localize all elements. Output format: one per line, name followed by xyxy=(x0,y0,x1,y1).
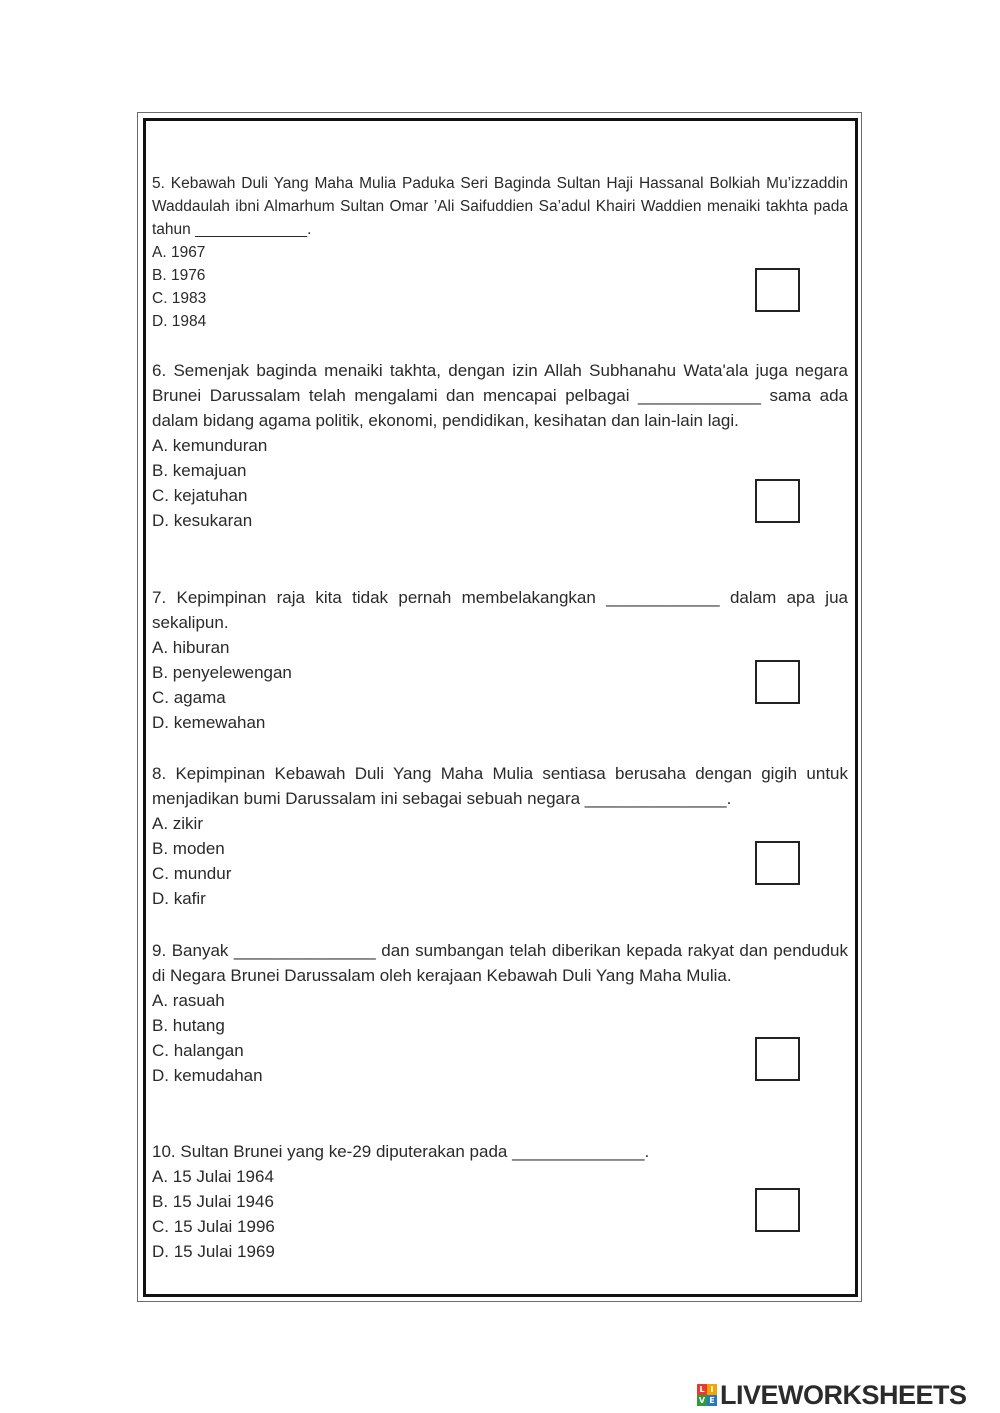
badge-letter: I xyxy=(707,1384,717,1395)
option-c: C. 15 Julai 1996 xyxy=(152,1217,275,1236)
question-stem: 10. Sultan Brunei yang ke-29 diputerakan pada ______________. xyxy=(152,1142,650,1161)
question-7 xyxy=(152,585,848,735)
option-b: B. hutang xyxy=(152,1016,225,1035)
question-8 xyxy=(152,761,848,911)
option-c: C. 1983 xyxy=(152,290,207,307)
question-stem: 5. Kebawah Duli Yang Maha Mulia Paduka Seri Baginda Sultan Haji Hassanal Bolkiah Mu’izzaddin Waddaulah ibni Almarhum Sultan Omar ’Ali Saifuddien Sa’adul Khairi Waddien menaiki takhta pada tahun _____________. xyxy=(152,175,848,238)
answer-box-8[interactable] xyxy=(755,841,800,885)
option-a: A. zikir xyxy=(152,814,203,833)
question-9 xyxy=(152,938,848,1088)
badge-letter: E xyxy=(707,1395,717,1406)
option-b: B. moden xyxy=(152,839,225,858)
option-a: A. rasuah xyxy=(152,991,225,1010)
option-c: C. kejatuhan xyxy=(152,486,248,505)
badge-letter: V xyxy=(698,1396,706,1405)
option-b: B. kemajuan xyxy=(152,461,247,480)
answer-box-9[interactable] xyxy=(755,1037,800,1081)
question-stem: 9. Banyak _______________ dan sumbangan telah diberikan kepada rakyat dan penduduk di Negara Brunei Darussalam oleh kerajaan Kebawah Duli Yang Maha Mulia. xyxy=(152,941,848,985)
question-stem: 7. Kepimpinan raja kita tidak pernah membelakangkan ____________ dalam apa jua sekalipun. xyxy=(152,588,848,632)
option-c: C. halangan xyxy=(152,1041,244,1060)
option-d: D. 15 Julai 1969 xyxy=(152,1242,275,1261)
logo-text: LIVEWORKSHEETS xyxy=(720,1379,967,1410)
option-c: C. agama xyxy=(152,688,226,707)
option-a: A. kemunduran xyxy=(152,436,268,455)
question-10 xyxy=(152,1139,848,1264)
question-6 xyxy=(152,358,848,533)
liveworksheets-logo xyxy=(697,1378,967,1412)
option-b: B. 15 Julai 1946 xyxy=(152,1192,274,1211)
badge-letter: L xyxy=(697,1384,707,1395)
live-badge-icon xyxy=(697,1384,717,1406)
answer-box-5[interactable] xyxy=(755,268,800,312)
option-d: D. kemewahan xyxy=(152,713,266,732)
question-5 xyxy=(152,172,848,333)
answer-box-10[interactable] xyxy=(755,1188,800,1232)
option-d: D. kemudahan xyxy=(152,1066,263,1085)
option-a: A. 1967 xyxy=(152,244,206,261)
option-b: B. 1976 xyxy=(152,267,206,284)
option-d: D. kafir xyxy=(152,889,206,908)
option-d: D. kesukaran xyxy=(152,511,253,530)
answer-box-6[interactable] xyxy=(755,479,800,523)
option-d: D. 1984 xyxy=(152,313,207,330)
option-c: C. mundur xyxy=(152,864,232,883)
option-a: A. hiburan xyxy=(152,638,230,657)
question-stem: 8. Kepimpinan Kebawah Duli Yang Maha Mulia sentiasa berusaha dengan gigih untuk menjadikan bumi Darussalam ini sebagai sebuah negara _______________. xyxy=(152,764,848,808)
answer-box-7[interactable] xyxy=(755,660,800,704)
option-a: A. 15 Julai 1964 xyxy=(152,1167,274,1186)
question-stem: 6. Semenjak baginda menaiki takhta, dengan izin Allah Subhanahu Wata'ala juga negara Brunei Darussalam telah mengalami dan mencapai pelbagai _____________ sama ada dalam bidang agama politik, ekonomi, pendidikan, kesihatan dan lain-lain lagi. xyxy=(152,361,848,430)
option-b: B. penyelewengan xyxy=(152,663,292,682)
